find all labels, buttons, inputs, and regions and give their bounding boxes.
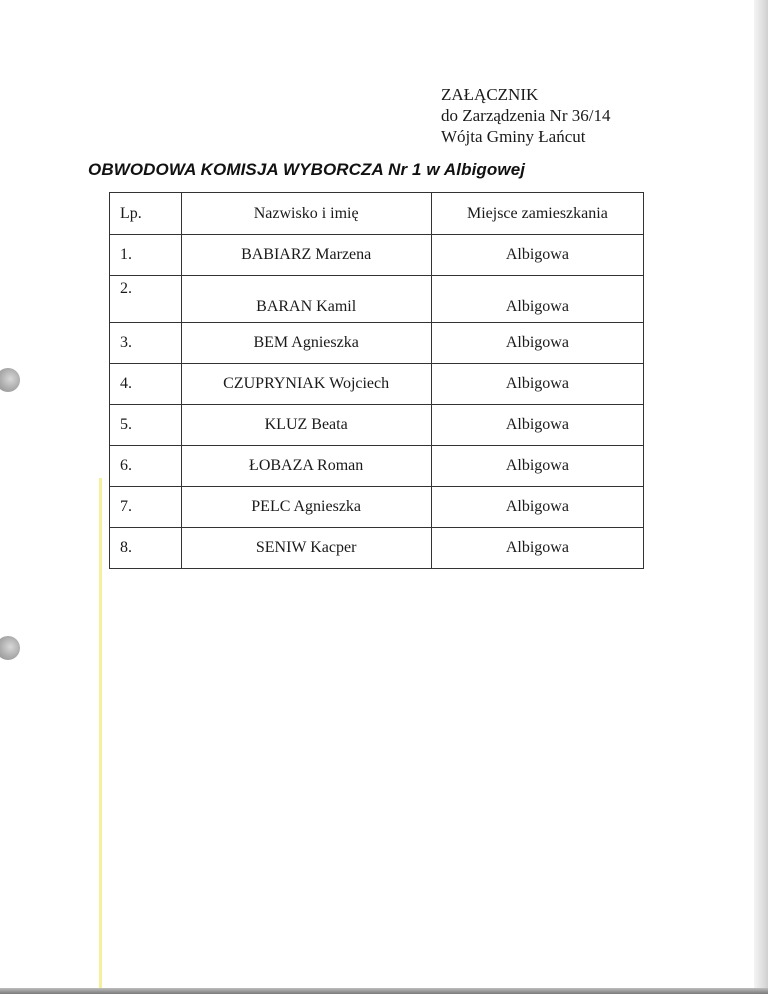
column-header-name: Nazwisko i imię [181, 193, 431, 235]
cell-name: ŁOBAZA Roman [181, 446, 431, 487]
column-header-lp: Lp. [110, 193, 182, 235]
attachment-label: ZAŁĄCZNIK [441, 85, 539, 104]
cell-name: PELC Agnieszka [181, 487, 431, 528]
cell-name: SENIW Kacper [181, 528, 431, 569]
table-row [110, 528, 644, 569]
table-row [110, 323, 644, 364]
cell-lp: 5. [110, 405, 182, 446]
table-row [110, 446, 644, 487]
cell-name: CZUPRYNIAK Wojciech [181, 364, 431, 405]
document-title: OBWODOWA KOMISJA WYBORCZA Nr 1 w Albigowej [88, 160, 526, 179]
table-row [110, 364, 644, 405]
punch-hole-lower [0, 636, 20, 660]
cell-name: BARAN Kamil [181, 276, 431, 323]
cell-place: Albigowa [431, 364, 643, 405]
cell-lp: 6. [110, 446, 182, 487]
cell-place: Albigowa [431, 323, 643, 364]
cell-place: Albigowa [431, 487, 643, 528]
column-header-place: Miejsce zamieszkania [431, 193, 643, 235]
cell-lp: 4. [110, 364, 182, 405]
cell-lp: 2. [110, 276, 182, 323]
attachment-header [441, 84, 610, 147]
cell-name: BABIARZ Marzena [181, 235, 431, 276]
regulation-reference: do Zarządzenia Nr 36/14 [441, 106, 611, 125]
table-row [110, 405, 644, 446]
cell-lp: 3. [110, 323, 182, 364]
table-header-row [110, 193, 644, 235]
cell-name: KLUZ Beata [181, 405, 431, 446]
cell-lp: 1. [110, 235, 182, 276]
cell-place: Albigowa [431, 528, 643, 569]
punch-hole-upper [0, 368, 20, 392]
table-row [110, 235, 644, 276]
scan-bottom-edge [0, 988, 768, 994]
issuer-line: Wójta Gminy Łańcut [441, 127, 586, 146]
scan-edge-shadow [754, 0, 768, 994]
commission-members-table [109, 192, 644, 569]
table-row [110, 487, 644, 528]
cell-place: Albigowa [431, 446, 643, 487]
cell-lp: 7. [110, 487, 182, 528]
cell-place: Albigowa [431, 276, 643, 323]
cell-place: Albigowa [431, 235, 643, 276]
table-row [110, 276, 644, 323]
cell-place: Albigowa [431, 405, 643, 446]
cell-lp: 8. [110, 528, 182, 569]
highlighter-mark [99, 478, 102, 988]
cell-name: BEM Agnieszka [181, 323, 431, 364]
